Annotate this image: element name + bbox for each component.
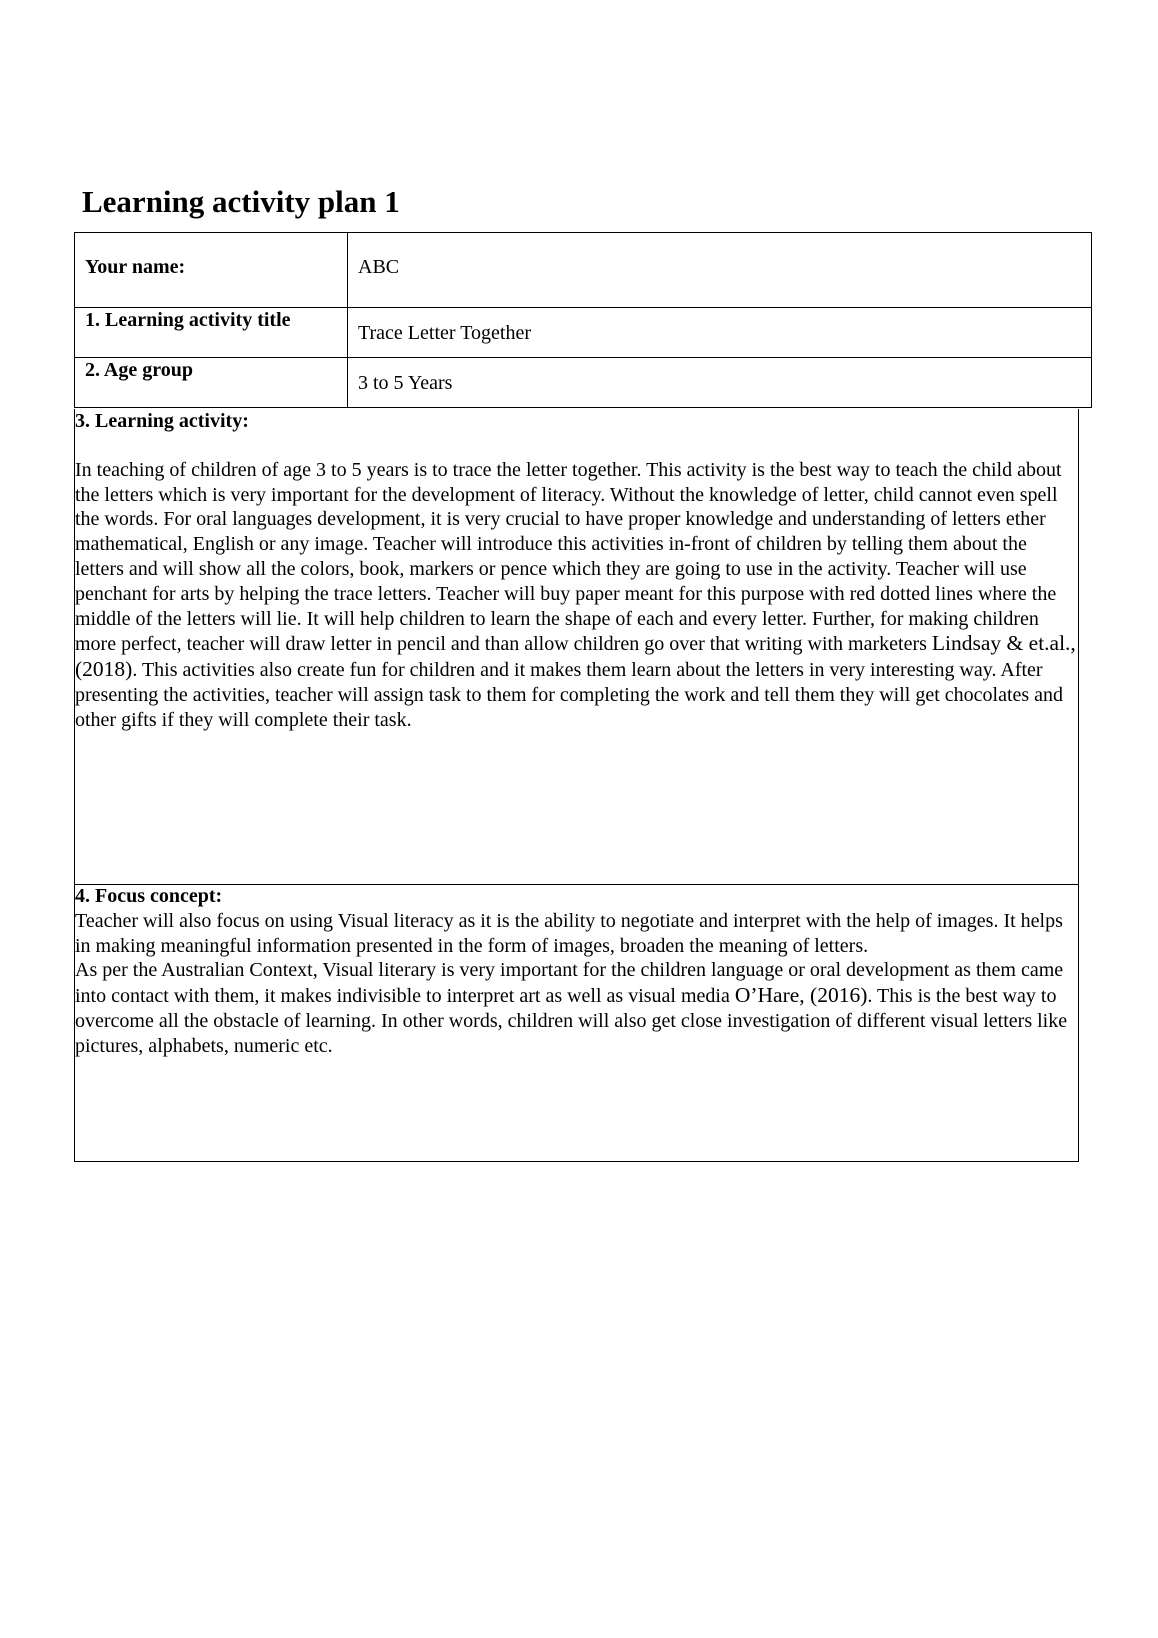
learning-activity-text-2: . This activities also create fun for children and it makes them learn about the letters in very interesting way. After presenting the activities, teacher will assign task to them for completing the work and tell them they will get chocolates and other gifts if they will complete their task.: [75, 659, 1064, 731]
learning-activity-body: [75, 458, 1078, 733]
age-group-label: 2. Age group: [75, 358, 348, 408]
table-row-name: [75, 233, 1092, 308]
activity-title-label: 1. Learning activity title: [75, 308, 348, 358]
focus-concept-paragraph-1: Teacher will also focus on using Visual literacy as it is the ability to negotiate and interpret with the help of images. It helps in making meaningful information presented in the form of images, broaden the meaning of letters.: [75, 909, 1063, 957]
info-table: [74, 232, 1092, 408]
focus-concept-citation: O’Hare, (2016): [734, 983, 868, 1008]
table-row-activity-title: [75, 308, 1092, 358]
page-title: Learning activity plan 1: [82, 184, 400, 219]
focus-concept-text-1: As per the Australian Context, Visual literary is very important for the children language or oral development as them came into contact with them, it makes indivisible to interpret art as well as visual media: [75, 959, 1064, 1008]
name-label: Your name:: [75, 233, 348, 308]
activity-title-value: Trace Letter Together: [348, 308, 1092, 358]
focus-concept-text-2: . This is the best way to overcome all the obstacle of learning. In other words, children will also get close investigation of different visual letters like pictures, alphabets, numeric etc.: [75, 985, 1068, 1057]
age-group-value: 3 to 5 Years: [348, 358, 1092, 408]
learning-activity-section: [74, 409, 1079, 885]
focus-concept-heading: 4. Focus concept:: [75, 885, 223, 907]
table-row-age-group: [75, 358, 1092, 408]
focus-concept-section: [74, 884, 1079, 1162]
learning-activity-citation: Lindsay & et.al., (2018): [75, 631, 1076, 682]
learning-activity-text-1: In teaching of children of age 3 to 5 years is to trace the letter together. This activity is the best way to teach the child about the letters which is very important for the development of literacy. Without the knowledge of letter, child cannot even spell the words. For oral languages development, it is very crucial to have proper knowledge and understanding of letters ether mathematical, English or any image. Teacher will introduce this activities in-front of children by telling them about the letters and will show all the colors, book, markers or pence which they are going to use in the activity. Teacher will use penchant for arts by helping the trace letters. Teacher will buy paper meant for this purpose with red dotted lines where the middle of the letters will lie. It will help children to learn the shape of each and every letter. Further, for making children more perfect, teacher will draw letter in pencil and than allow children go over that writing with marketers: [75, 458, 1062, 656]
name-value: ABC: [348, 233, 1092, 308]
learning-activity-heading: 3. Learning activity:: [75, 410, 249, 432]
focus-concept-paragraph-2: [75, 958, 1078, 1058]
